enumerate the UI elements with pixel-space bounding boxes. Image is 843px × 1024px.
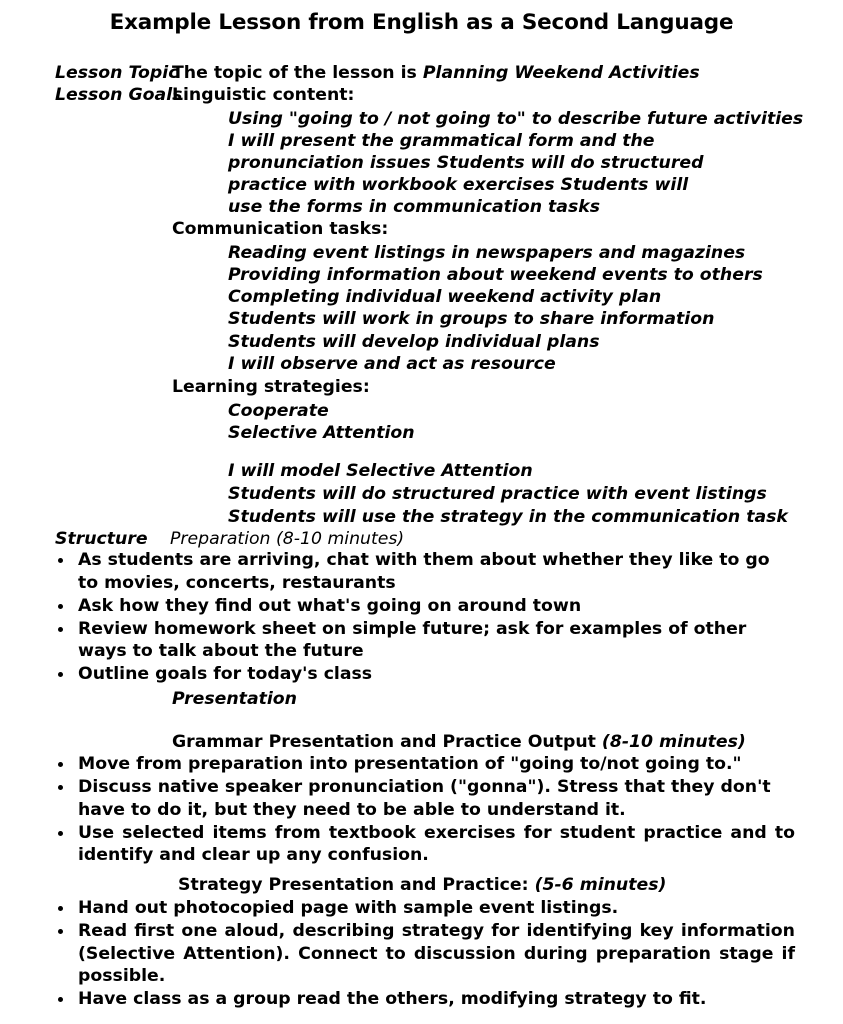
list-item: Ask how they find out what's going on around town <box>55 595 795 618</box>
linguistic-content-heading: Linguistic content: <box>172 85 355 105</box>
communication-task-line: Reading event listings in newspapers and magazines <box>228 243 746 263</box>
learning-strategy-action: Students will do structured practice with event listings <box>228 484 767 504</box>
structure-row <box>55 528 404 550</box>
learning-strategy-item: Selective Attention <box>228 423 415 443</box>
grammar-duration: (8-10 minutes) <box>601 732 746 752</box>
strategy-heading-row <box>178 874 666 896</box>
strategy-bullet-list <box>55 897 795 1011</box>
learning-strategy-item: Cooperate <box>228 401 329 421</box>
lesson-goals-row <box>55 84 354 106</box>
list-item: Outline goals for today's class <box>55 663 795 686</box>
linguistic-line: Using "going to / not going to" to describe future activities <box>228 109 804 129</box>
linguistic-line: practice with workbook exercises Students will <box>228 175 689 195</box>
list-item: As students are arriving, chat with them about whether they like to go to movies, concerts, restaurants <box>55 549 795 594</box>
communication-task-line: Completing individual weekend activity plan <box>228 287 662 307</box>
list-item: Have class as a group read the others, modifying strategy to fit. <box>55 988 795 1011</box>
learning-strategies-heading: Learning strategies: <box>172 377 370 397</box>
grammar-bullet-list <box>55 753 795 867</box>
lesson-topic-title: Planning Weekend Activities <box>422 63 700 83</box>
communication-tasks-heading: Communication tasks: <box>172 219 389 239</box>
grammar-heading-row <box>172 731 746 753</box>
structure-label: Structure <box>55 529 148 549</box>
communication-task-line: Students will work in groups to share information <box>228 309 715 329</box>
communication-task-line: Students will develop individual plans <box>228 332 600 352</box>
linguistic-line: pronunciation issues Students will do structured <box>228 153 704 173</box>
communication-task-line: I will observe and act as resource <box>228 354 556 374</box>
lesson-topic-value <box>172 62 700 84</box>
lesson-topic-intro: The topic of the lesson is <box>172 63 423 83</box>
learning-strategy-action: I will model Selective Attention <box>228 461 533 481</box>
preparation-bullet-list <box>55 549 795 687</box>
page-title: Example Lesson from English as a Second Language <box>109 10 734 35</box>
list-item: Review homework sheet on simple future; ask for examples of other ways to talk about the future <box>55 618 795 663</box>
grammar-heading: Grammar Presentation and Practice Output <box>172 732 602 752</box>
lesson-topic-label: Lesson Topic <box>55 63 179 83</box>
list-item: Use selected items from textbook exercises for student practice and to identify and clear up any confusion. <box>55 822 795 867</box>
linguistic-line: use the forms in communication tasks <box>228 197 601 217</box>
list-item: Discuss native speaker pronunciation ("gonna"). Stress that they don't have to do it, but they need to be able to understand it. <box>55 776 795 821</box>
strategy-duration: (5-6 minutes) <box>534 875 667 895</box>
presentation-heading: Presentation <box>172 689 297 709</box>
learning-strategy-action: Students will use the strategy in the communication task <box>228 507 788 527</box>
strategy-heading: Strategy Presentation and Practice: <box>178 875 535 895</box>
list-item: Move from preparation into presentation of "going to/not going to." <box>55 753 795 776</box>
lesson-topic-row <box>55 62 700 84</box>
linguistic-line: I will present the grammatical form and the <box>228 131 655 151</box>
communication-task-line: Providing information about weekend events to others <box>228 265 763 285</box>
lesson-goals-label: Lesson Goals <box>55 85 183 105</box>
list-item: Hand out photocopied page with sample event listings. <box>55 897 795 920</box>
preparation-heading: Preparation (8-10 minutes) <box>170 529 405 549</box>
list-item: Read first one aloud, describing strategy for identifying key information (Selective Attention). Connect to discussion during preparation stage if possible. <box>55 920 795 988</box>
